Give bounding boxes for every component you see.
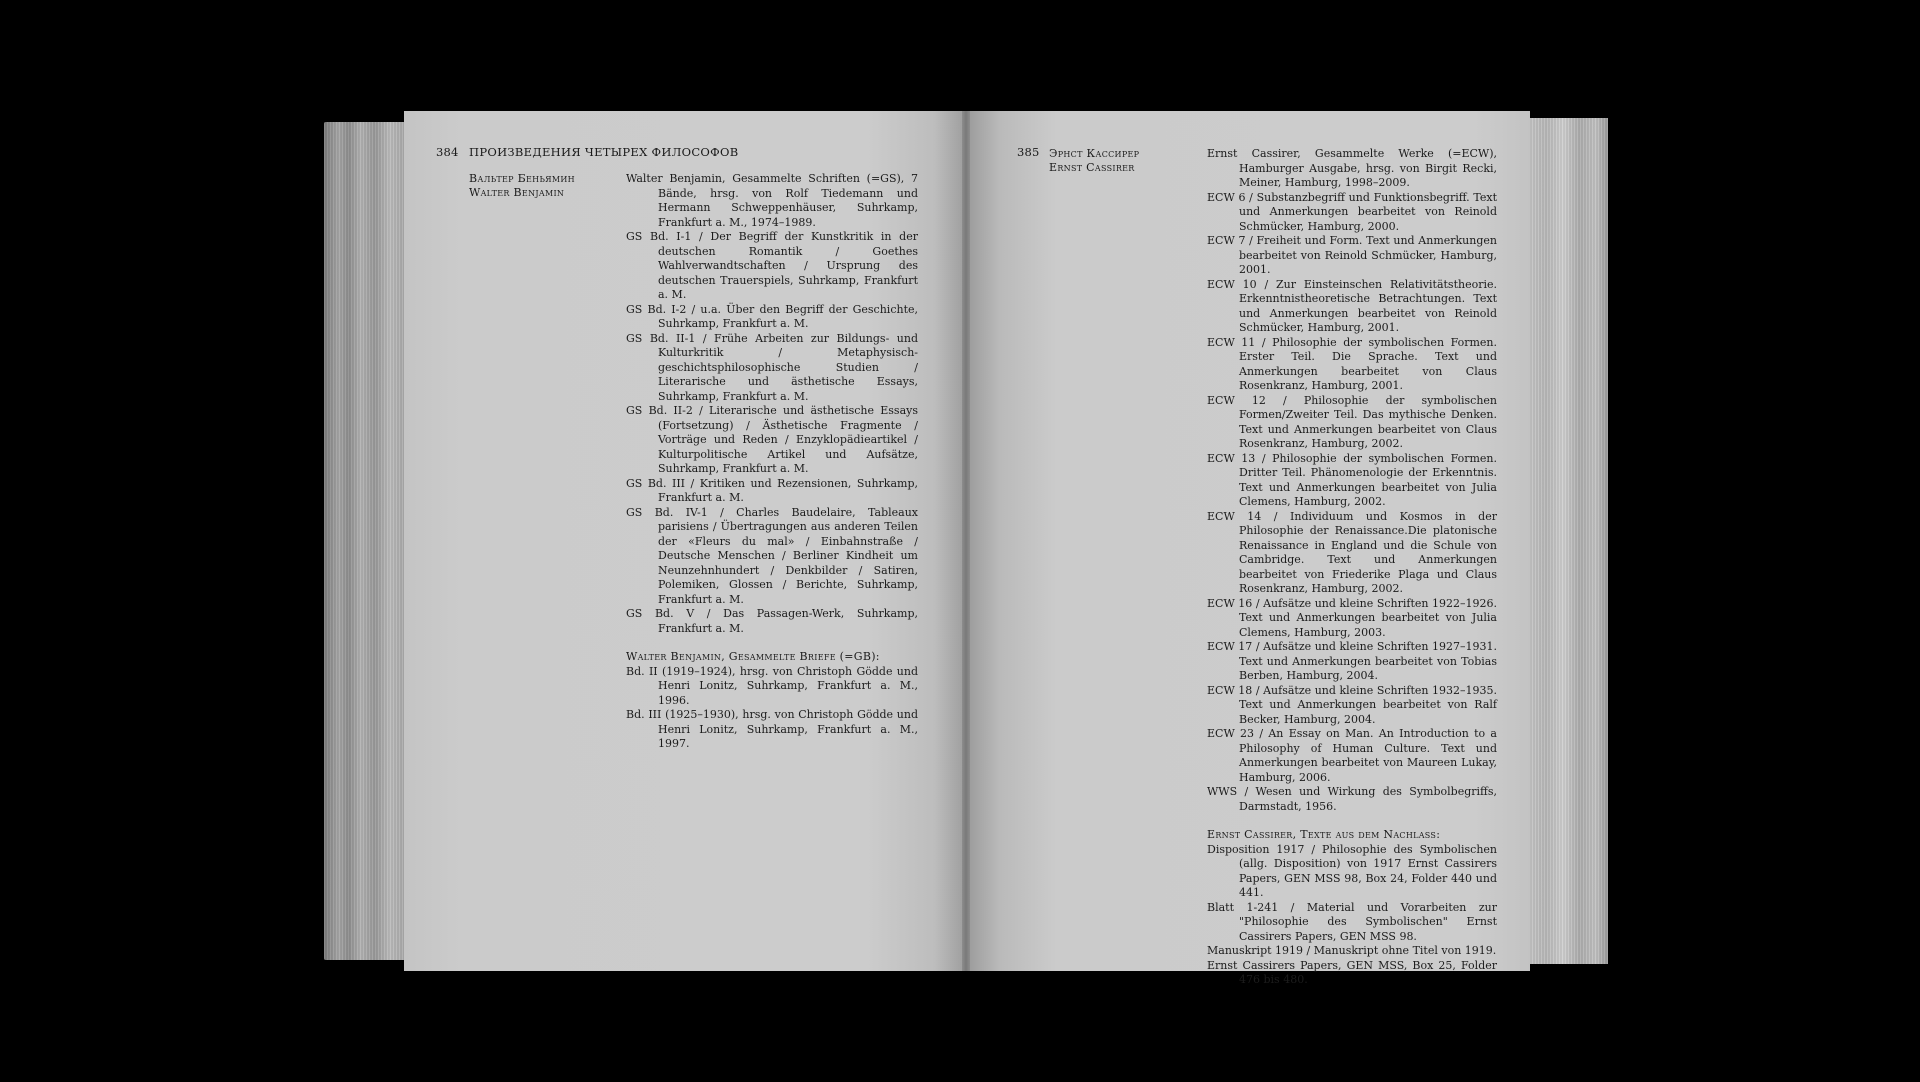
book-gutter xyxy=(962,111,970,971)
left-page xyxy=(404,111,968,971)
author-name-ru: Эрнст Кассирер xyxy=(1049,147,1140,160)
list-item: GS Bd. V / Das Passagen-Werk, Suhrkamp, Frankfurt a. M. xyxy=(626,607,918,635)
list-item: ECW 7 / Freiheit und Form. Text und Anmerkungen bearbeitet von Reinold Schmücker, Hamburg, 2001. xyxy=(1207,234,1497,276)
right-page xyxy=(966,111,1530,986)
page-number: 384 xyxy=(436,145,459,159)
author-name-ru: Вальтер Беньямин xyxy=(469,172,575,185)
list-item: ECW 12 / Philosophie der symbolischen Formen/Zweiter Teil. Das mythische Denken. Text und Anmerkungen bearbeitet von Claus Rosenkranz, Hamburg, 2002. xyxy=(1207,393,1497,450)
bibliography-list xyxy=(626,172,918,752)
section-heading: Ernst Cassirer, Texte aus dem Nachlass: xyxy=(1207,828,1441,841)
list-item: Bd. II (1919–1924), hrsg. von Christoph Gödde und Henri Lonitz, Suhrkamp, Frankfurt a. M., 1996. xyxy=(626,664,918,707)
list-item: GS Bd. I-2 / u.a. Über den Begriff der Geschichte, Suhrkamp, Frankfurt a. M. xyxy=(626,302,918,330)
list-item: ECW 6 / Substanzbegriff und Funktionsbegriff. Text und Anmerkungen bearbeitet von Reinold Schmücker, Hamburg, 2000. xyxy=(1207,190,1497,233)
list-item: ECW 14 / Individuum und Kosmos in der Philosophie der Renaissance.Die platonische Renaissance in England und die Schule von Cambridge. Text und Anmerkungen bearbeitet von Friederike Plaga und Claus Rosenkranz, Hamburg, 2002. xyxy=(1207,509,1497,595)
list-item: ECW 13 / Philosophie der symbolischen Formen. Dritter Teil. Phänomenologie der Erkenntnis. Text und Anmerkungen bearbeitet von Julia Clemens, Hamburg, 2002. xyxy=(1207,451,1497,508)
list-item: GS Bd. I-1 / Der Begriff der Kunstkritik in der deutschen Romantik / Goethes Wahlverwandtschaften / Ursprung des deutschen Trauerspiels, Suhrkamp, Frankfurt a. M. xyxy=(626,230,918,301)
list-item: GS Bd. II-1 / Frühe Arbeiten zur Bildungs- und Kulturkritik / Metaphysisch-geschichtsphilosophische Studien / Literarische und ästhetische Essays, Suhrkamp, Frankfurt a. M. xyxy=(626,331,918,403)
list-item: ECW 18 / Aufsätze und kleine Schriften 1932–1935. Text und Anmerkungen bearbeitet von Ralf Becker, Hamburg, 2004. xyxy=(1207,683,1497,726)
bibliography-list xyxy=(1207,147,1497,988)
page-edges-left xyxy=(324,122,406,960)
list-item: Disposition 1917 / Philosophie des Symbolischen (allg. Disposition) von 1917 Ernst Cassirers Papers, GEN MSS 98, Box 24, Folder 440 und 441. xyxy=(1207,842,1497,899)
list-item: GS Bd. IV-1 / Charles Baudelaire, Tableaux parisiens / Übertragungen aus anderen Teilen der «Fleurs du mal» / Einbahnstraße / Deutsche Menschen / Berliner Kindheit um Neunzehnhundert / Denkbilder / Satiren, Polemiken, Glossen / Berichte, Suhrkamp, Frankfurt a. M. xyxy=(626,505,918,606)
page-number: 385 xyxy=(1017,145,1040,159)
list-item: Walter Benjamin, Gesammelte Schriften (=GS), 7 Bände, hrsg. von Rolf Tiedemann und Hermann Schweppenhäuser, Suhrkamp, Frankfurt a. M., 1974–1989. xyxy=(626,172,918,229)
list-item: WWS / Wesen und Wirkung des Symbolbegriffs, Darmstadt, 1956. xyxy=(1207,785,1497,813)
list-item: ECW 16 / Aufsätze und kleine Schriften 1922–1926. Text und Anmerkungen bearbeitet von Julia Clemens, Hamburg, 2003. xyxy=(1207,596,1497,639)
list-item: Manuskript 1919 / Manuskript ohne Titel von 1919. xyxy=(1207,944,1497,957)
list-item: ECW 11 / Philosophie der symbolischen Formen. Erster Teil. Die Sprache. Text und Anmerkungen bearbeitet von Claus Rosenkranz, Hamburg, 2001. xyxy=(1207,335,1497,392)
list-item: ECW 17 / Aufsätze und kleine Schriften 1927–1931. Text und Anmerkungen bearbeitet von Tobias Berben, Hamburg, 2004. xyxy=(1207,640,1497,682)
author-block xyxy=(469,172,575,200)
page-edges-right xyxy=(1526,118,1608,964)
author-block xyxy=(1049,147,1139,175)
section-heading: Walter Benjamin, Gesammelte Briefe (=GB): xyxy=(626,650,880,663)
list-item: Bd. III (1925–1930), hrsg. von Christoph Gödde und Henri Lonitz, Suhrkamp, Frankfurt a. M., 1997. xyxy=(626,708,918,750)
list-item: Blatt 1-241 / Material und Vorarbeiten zur "Philosophie des Symbolischen" Ernst Cassirers Papers, GEN MSS 98. xyxy=(1207,900,1497,943)
list-item: ECW 10 / Zur Einsteinschen Relativitätstheorie. Erkenntnistheoretische Betrachtungen. Text und Anmerkungen bearbeitet von Reinold Schmücker, Hamburg, 2001. xyxy=(1207,277,1497,334)
author-name-de: Walter Benjamin xyxy=(469,186,565,199)
list-item: ECW 23 / An Essay on Man. An Introduction to a Philosophy of Human Culture. Text und Anmerkungen bearbeitet von Maureen Lukay, Hamburg, 2006. xyxy=(1207,727,1497,784)
list-item: Ernst Cassirers Papers, GEN MSS, Box 25, Folder 476 bis 480. xyxy=(1207,958,1497,986)
running-head: ПРОИЗВЕДЕНИЯ ЧЕТЫРЕХ ФИЛОСОФОВ xyxy=(469,145,739,159)
author-name-de: Ernst Cassirer xyxy=(1049,161,1135,174)
list-item: Ernst Cassirer, Gesammelte Werke (=ECW), Hamburger Ausgabe, hrsg. von Birgit Recki, Meiner, Hamburg, 1998–2009. xyxy=(1207,147,1497,189)
list-item: GS Bd. II-2 / Literarische und ästhetische Essays (Fortsetzung) / Ästhetische Fragmente / Vorträge und Reden / Enzyklopädieartikel / Kulturpolitische Artikel und Aufsätze, Suhrkamp, Frankfurt a. M. xyxy=(626,404,918,475)
list-item: GS Bd. III / Kritiken und Rezensionen, Suhrkamp, Frankfurt a. M. xyxy=(626,476,918,504)
